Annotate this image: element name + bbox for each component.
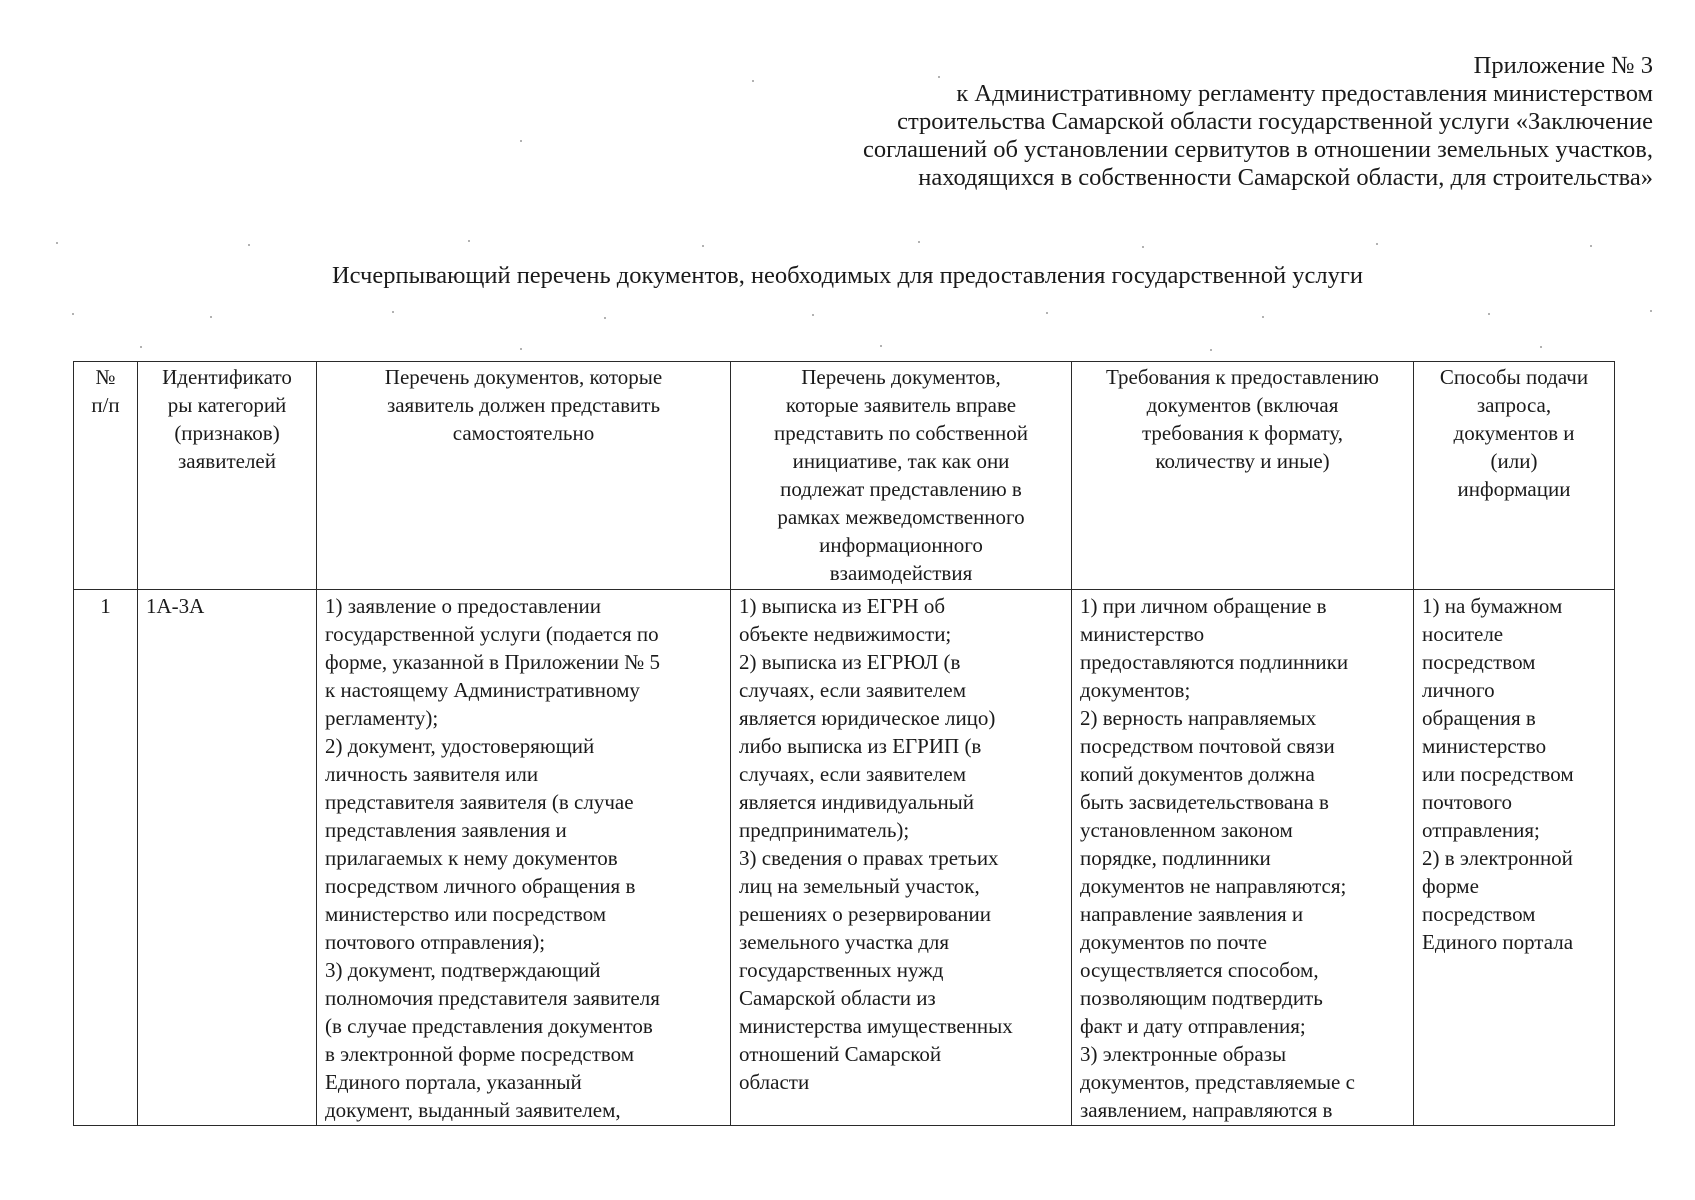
header-cell-initiative-documents: Перечень документов, которые заявитель вправе представить по собственной инициативе, так как они подлежат представлению в рамках межведомственного информационного взаимодействия	[731, 362, 1072, 590]
row-number-cell: 1	[74, 590, 138, 1126]
appendix-ref-line-3: строительства Самарской области государственной услуги «Заключение	[897, 108, 1653, 135]
header-cell-submission-methods: Способы подачи запроса, документов и (или) информации	[1414, 362, 1615, 590]
document-title: Исчерпывающий перечень документов, необходимых для предоставления государственной услуги	[331, 262, 1364, 289]
submission-methods-cell: 1) на бумажном носителе посредством личного обращения в министерство или посредством почтового отправления; 2) в электронной форме посредством Единого портала	[1414, 590, 1615, 1126]
appendix-number: Приложение № 3	[1473, 52, 1653, 79]
table-header-row	[74, 362, 1615, 590]
required-documents-cell: 1) заявление о предоставлении государственной услуги (подается по форме, указанной в Приложении № 5 к настоящему Административному регламенту); 2) документ, удостоверяющий личность заявителя или представителя заявителя (в случае представления заявления и прилагаемых к нему документов посредством личного обращения в министерство или посредством почтового отправления); 3) документ, подтверждающий полномочия представителя заявителя (в случае представления документов в электронной форме посредством Единого портала, указанный документ, выданный заявителем,	[317, 590, 731, 1126]
header-cell-required-documents: Перечень документов, которые заявитель должен представить самостоятельно	[317, 362, 731, 590]
applicant-categories-cell: 1А-3А	[138, 590, 317, 1126]
appendix-header	[653, 52, 1653, 192]
header-cell-requirements: Требования к предоставлению документов (включая требования к формату, количеству и иные)	[1072, 362, 1414, 590]
table-row	[74, 590, 1615, 1126]
documents-table	[73, 361, 1615, 1126]
appendix-ref-line-5: находящихся в собственности Самарской области, для строительства»	[918, 164, 1653, 191]
appendix-ref-line-2: к Административному регламенту предоставления министерством	[956, 80, 1653, 107]
header-cell-number: № п/п	[74, 362, 138, 590]
requirements-cell: 1) при личном обращение в министерство предоставляются подлинники документов; 2) верность направляемых посредством почтовой связи копий документов должна быть засвидетельствована в установленном законом порядке, подлинники документов не направляются; направление заявления и документов по почте осуществляется способом, позволяющим подтвердить факт и дату отправления; 3) электронные образы документов, представляемые с заявлением, направляются в	[1072, 590, 1414, 1126]
appendix-ref-line-4: соглашений об установлении сервитутов в отношении земельных участков,	[863, 136, 1653, 163]
initiative-documents-cell: 1) выписка из ЕГРН об объекте недвижимости; 2) выписка из ЕГРЮЛ (в случаях, если заявителем является юридическое лицо) либо выписка из ЕГРИП (в случаях, если заявителем является индивидуальный предприниматель); 3) сведения о правах третьих лиц на земельный участок, решениях о резервировании земельного участка для государственных нужд Самарской области из министерства имущественных отношений Самарской области	[731, 590, 1072, 1126]
header-cell-applicant-categories: Идентификато ры категорий (признаков) заявителей	[138, 362, 317, 590]
